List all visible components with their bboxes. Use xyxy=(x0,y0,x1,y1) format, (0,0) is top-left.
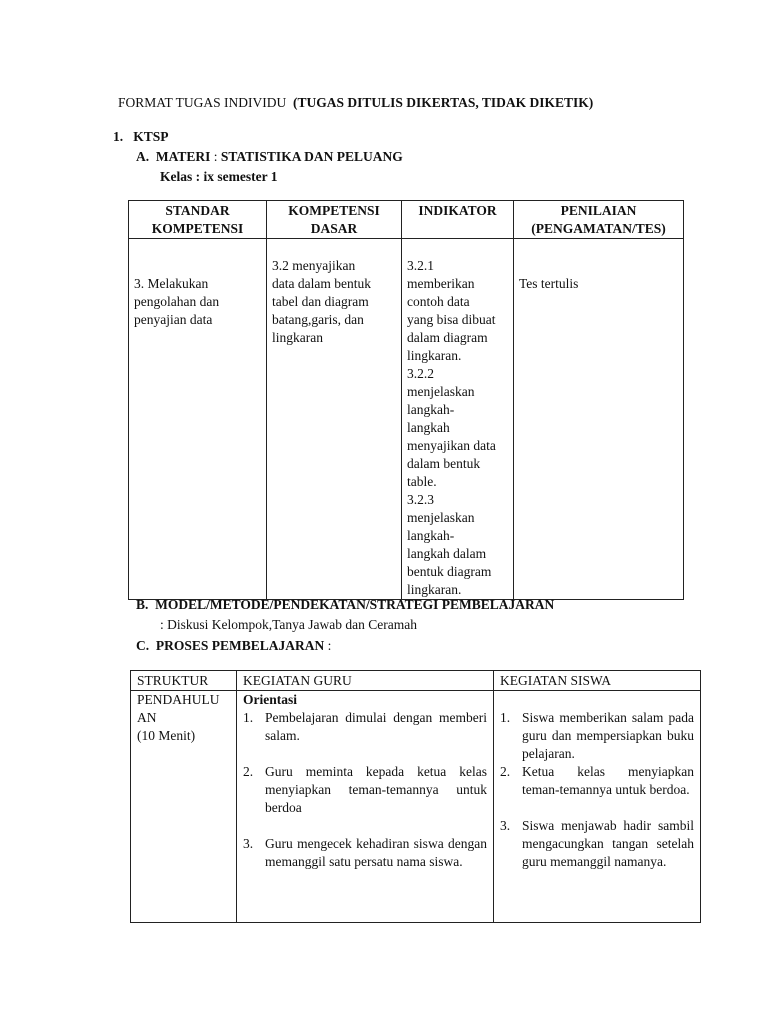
cell-standar: 3. Melakukan pengolahan dan penyajian data xyxy=(129,239,267,600)
section-a-label: MATERI xyxy=(155,149,211,164)
header-struktur: STRUKTUR xyxy=(131,671,237,691)
section-1-heading xyxy=(113,128,169,146)
title-plain: FORMAT TUGAS INDIVIDU xyxy=(118,95,287,110)
section-1-label: KTSP xyxy=(133,129,169,144)
guru-item-3-number: 3. xyxy=(243,836,254,851)
header-kegiatan-guru: KEGIATAN GURU xyxy=(237,671,494,691)
siswa-item-3-text: Siswa menjawab hadir sambil mengacungkan tangan setelah guru memanggil namanya. xyxy=(522,818,694,869)
siswa-item-3 xyxy=(500,817,694,871)
siswa-item-2-text: Ketua kelas menyiapkan teman-temannya untuk berdoa. xyxy=(522,764,694,797)
cell-struktur: PENDAHULU AN (10 Menit) xyxy=(131,691,237,923)
guru-item-1-number: 1. xyxy=(243,710,254,725)
section-b-heading xyxy=(136,596,554,614)
cell-indikator: 3.2.1 memberikan contoh data yang bisa dibuat dalam diagram lingkaran. 3.2.2 menjelaskan langkah- langkah menyajikan data dalam bentuk table. 3.2.3 menjelaskan langkah- langkah dalam bentuk diagram lingkaran. xyxy=(402,239,514,600)
guru-item-2-number: 2. xyxy=(243,764,254,779)
header-kompetensi: KOMPETENSI DASAR xyxy=(267,201,402,239)
siswa-item-2 xyxy=(500,763,694,799)
guru-item-2-text: Guru meminta kepada ketua kelas menyiapkan teman-temannya untuk berdoa xyxy=(265,764,487,815)
header-indikator: INDIKATOR xyxy=(402,201,514,239)
section-c-heading xyxy=(136,637,331,655)
kelas-line: Kelas : ix semester 1 xyxy=(160,169,278,184)
cell-kompetensi: 3.2 menyajikan data dalam bentuk tabel dan diagram batang,garis, dan lingkaran xyxy=(267,239,402,600)
section-b-value: : Diskusi Kelompok,Tanya Jawab dan Ceramah xyxy=(160,617,417,632)
section-c-sep: : xyxy=(327,638,332,653)
header-penilaian: PENILAIAN (PENGAMATAN/TES) xyxy=(514,201,684,239)
competency-table-row xyxy=(129,239,684,600)
section-a-value: STATISTIKA DAN PELUANG xyxy=(220,149,403,164)
siswa-item-1 xyxy=(500,709,694,763)
section-b-label: MODEL/METODE/PENDEKATAN/STRATEGI PEMBELAJARAN xyxy=(155,597,555,612)
process-table xyxy=(130,670,701,923)
competency-table xyxy=(128,200,684,600)
section-1-number: 1. xyxy=(113,129,124,144)
document-title xyxy=(118,94,593,112)
section-a-sep: : xyxy=(213,149,218,164)
section-a-letter: A. xyxy=(136,149,150,164)
section-c-label: PROSES PEMBELAJARAN xyxy=(155,638,325,653)
orientasi-label: Orientasi xyxy=(243,692,297,707)
guru-item-2 xyxy=(243,763,487,817)
siswa-item-1-number: 1. xyxy=(500,710,511,725)
cell-penilaian: Tes tertulis xyxy=(514,239,684,600)
process-table-row xyxy=(131,691,701,923)
cell-kegiatan-siswa xyxy=(494,691,701,923)
siswa-item-1-text: Siswa memberikan salam pada guru dan mempersiapkan buku pelajaran. xyxy=(522,710,694,761)
guru-item-1 xyxy=(243,709,487,745)
header-standar: STANDAR KOMPETENSI xyxy=(129,201,267,239)
section-a-heading xyxy=(136,148,403,166)
competency-table-header xyxy=(129,201,684,239)
title-bold: (TUGAS DITULIS DIKERTAS, TIDAK DIKETIK) xyxy=(293,95,594,110)
section-c-letter: C. xyxy=(136,638,150,653)
guru-item-1-text: Pembelajaran dimulai dengan memberi salam. xyxy=(265,710,487,743)
cell-kegiatan-guru xyxy=(237,691,494,923)
process-table-header xyxy=(131,671,701,691)
header-kegiatan-siswa: KEGIATAN SISWA xyxy=(494,671,701,691)
section-b-letter: B. xyxy=(136,597,149,612)
siswa-item-2-number: 2. xyxy=(500,764,511,779)
siswa-item-3-number: 3. xyxy=(500,818,511,833)
guru-item-3-text: Guru mengecek kehadiran siswa dengan memanggil satu persatu nama siswa. xyxy=(265,836,487,869)
guru-item-3 xyxy=(243,835,487,871)
